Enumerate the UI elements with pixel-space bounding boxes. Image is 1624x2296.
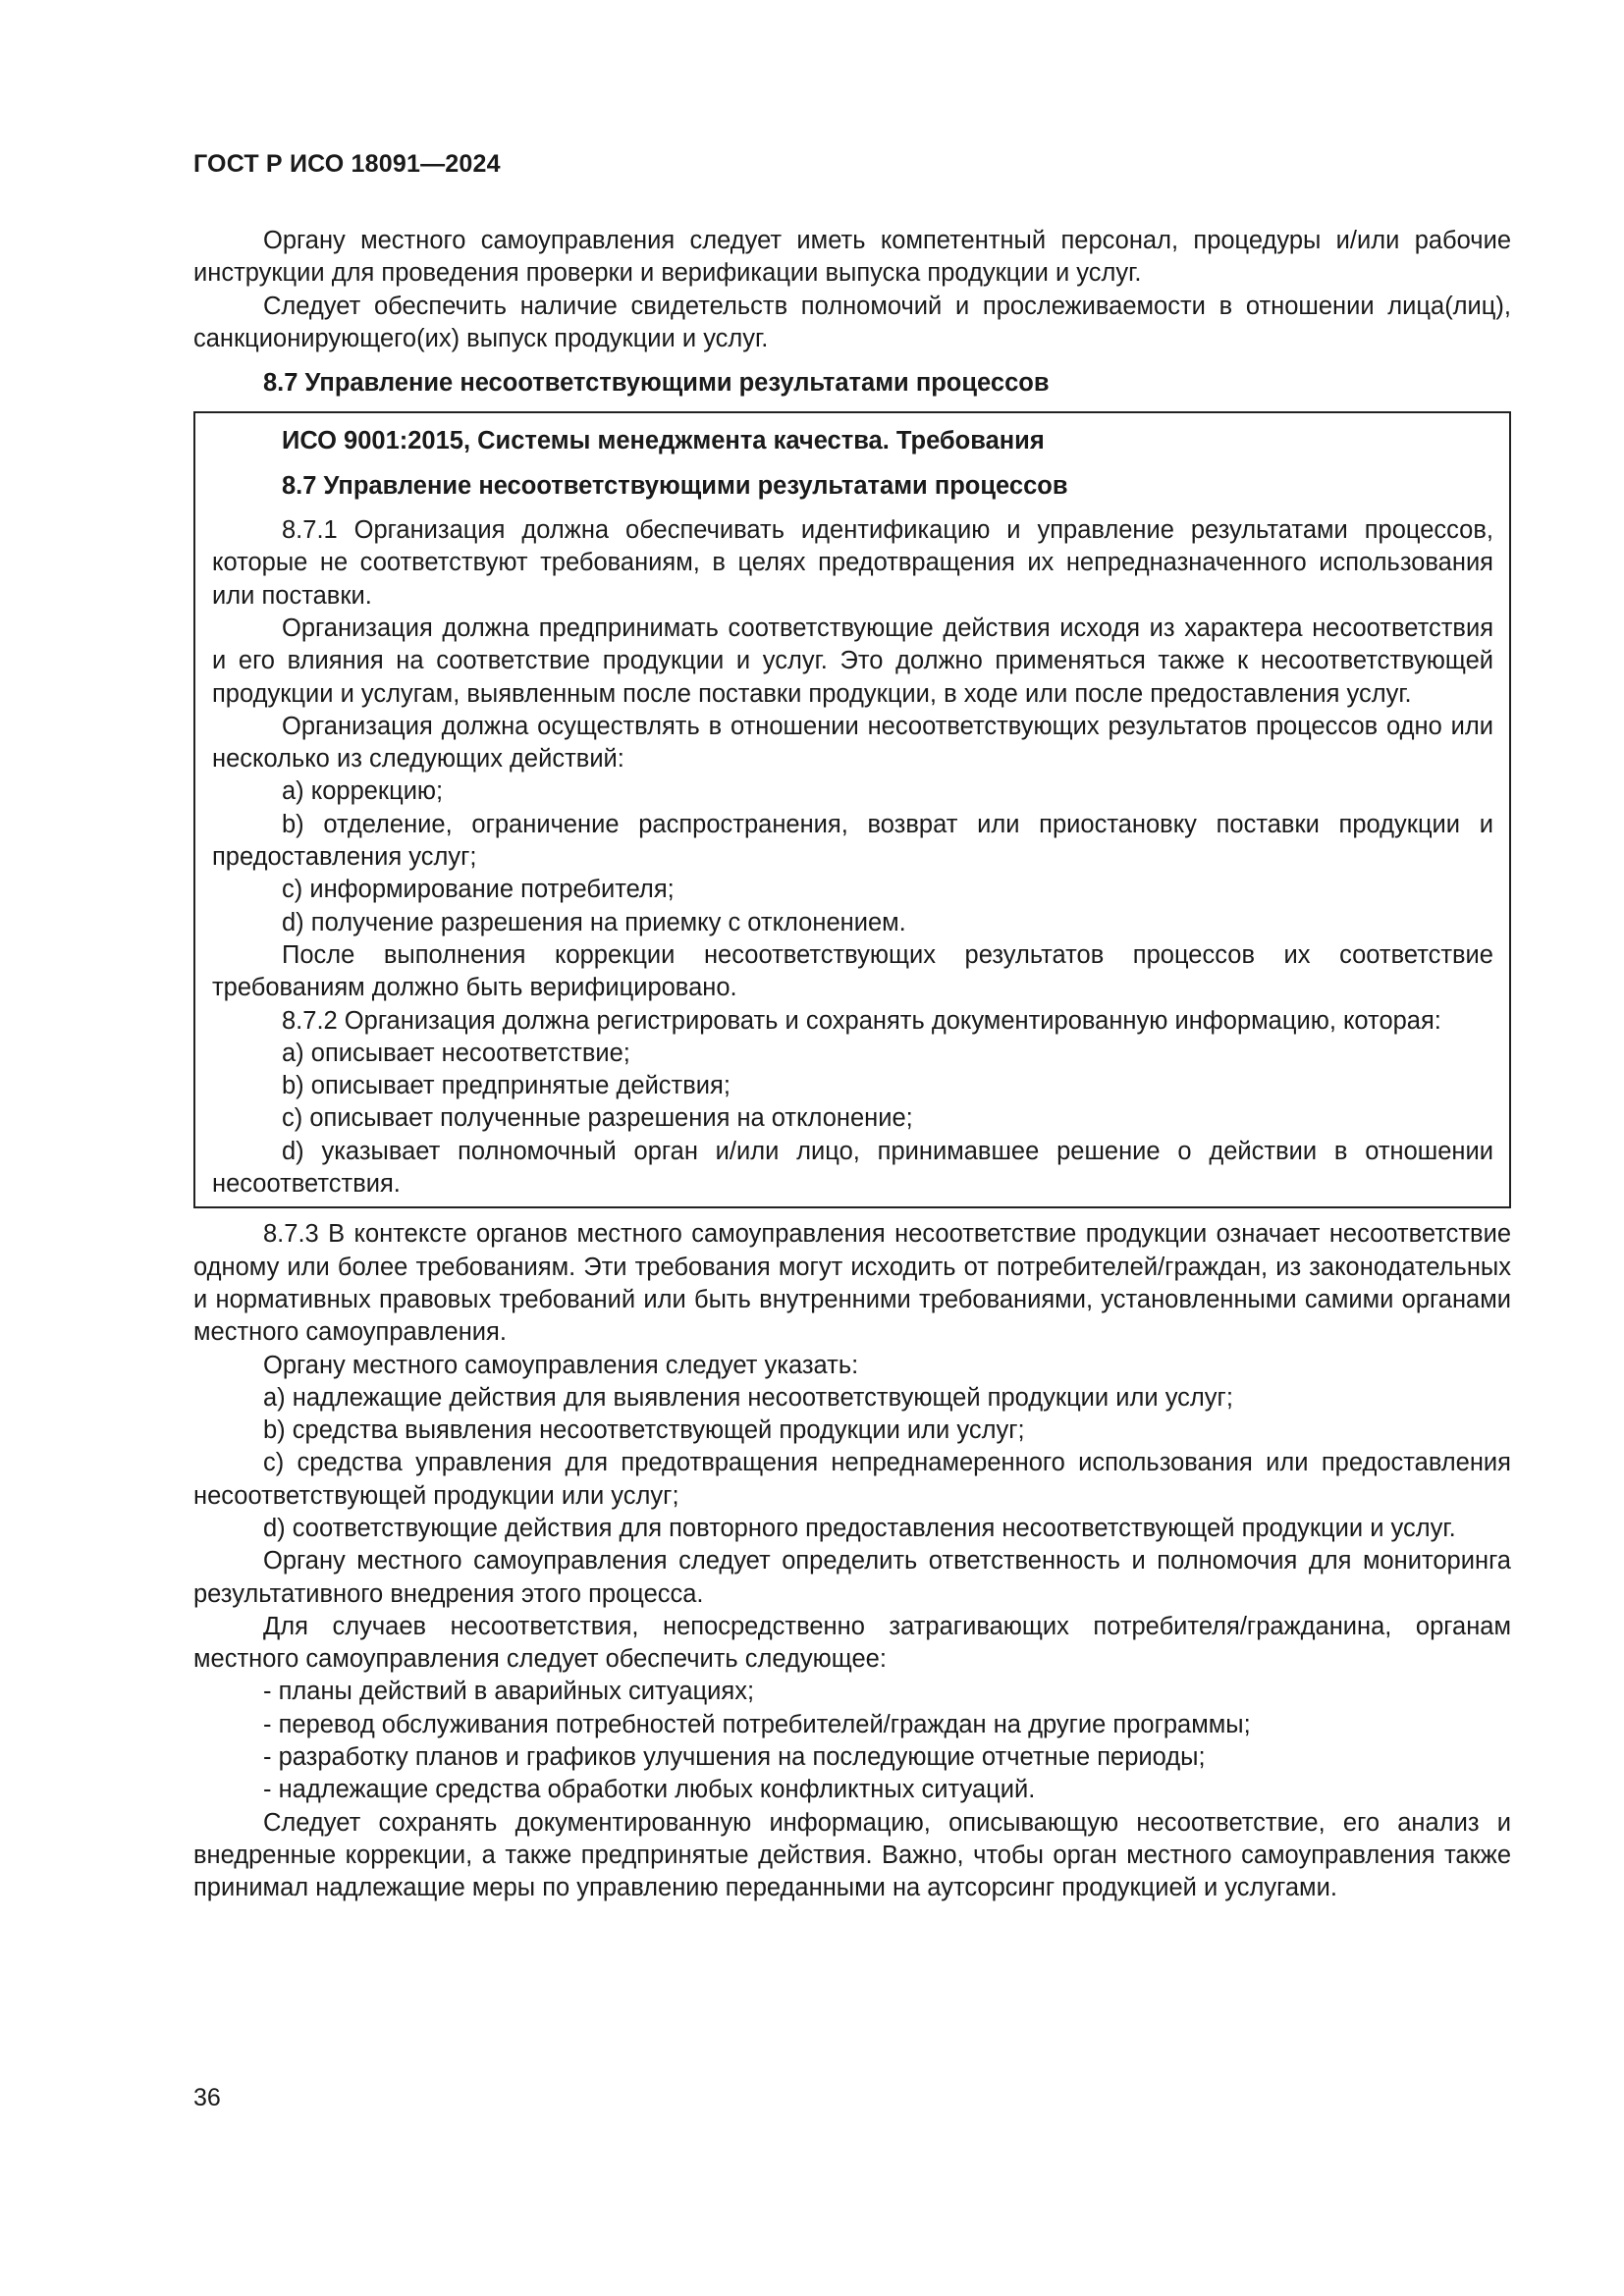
body-paragraph-5: Следует сохранять документированную информацию, описывающую несоответствие, его анализ и внедренные коррекции, а также предпринятые действия. Важно, чтобы орган местного самоуправления также принимал надлежащие меры по управлению переданными на аутсорсинг продукцией и услугами.: [193, 1808, 1511, 1902]
section-heading: 8.7 Управление несоответствующими результатами процессов: [263, 369, 1050, 398]
quote-list-item: b) описывает предпринятые действия;: [282, 1072, 731, 1100]
page-content: [193, 225, 1511, 1905]
page-number: 36: [193, 2084, 221, 2111]
dash-list-item: - разработку планов и графиков улучшения на последующие отчетные периоды;: [263, 1743, 1206, 1772]
quote-box-title: ИСО 9001:2015, Системы менеджмента качества. Требования: [282, 427, 1045, 455]
dash-list-item: - перевод обслуживания потребностей потребителей/граждан на другие программы;: [263, 1710, 1251, 1738]
body-list-item: c) средства управления для предотвращения непреднамеренного использования или предоставления несоответствующей продукции или услуг;: [193, 1449, 1511, 1510]
dash-list-item: - планы действий в аварийных ситуациях;: [263, 1678, 755, 1706]
dash-list-item: - надлежащие средства обработки любых конфликтных ситуаций.: [263, 1776, 1036, 1804]
quote-paragraph-3: Организация должна осуществлять в отношении несоответствующих результатов процессов одно или несколько из следующих действий:: [212, 712, 1493, 774]
intro-paragraph-2: Следует обеспечить наличие свидетельств полномочий и прослеживаемости в отношении лица(лиц), санкционирующего(их) выпуск продукции и услуг.: [193, 292, 1511, 352]
body-list-item: a) надлежащие действия для выявления несоответствующей продукции или услуг;: [263, 1383, 1233, 1412]
body-list-item: d) соответствующие действия для повторного предоставления несоответствующей продукции и услуг.: [263, 1514, 1456, 1542]
quote-paragraph-4: После выполнения коррекции несоответствующих результатов процессов их соответствие требованиям должно быть верифицировано.: [212, 940, 1493, 1002]
quote-list-item: d) указывает полномочный орган и/или лицо, принимавшее решение о действии в отношении несоответствия.: [212, 1137, 1493, 1199]
quote-list-item: c) информирование потребителя;: [282, 876, 675, 904]
quote-list-item: b) отделение, ограничение распространения, возврат или приостановку поставки продукции и предоставления услуг;: [212, 810, 1493, 872]
iso-quote-box: [193, 411, 1511, 1208]
quote-list-item: c) описывает полученные разрешения на отклонение;: [282, 1104, 913, 1133]
intro-paragraph-1: Органу местного самоуправления следует иметь компетентный персонал, процедуры и/или рабочие инструкции для проведения проверки и верификации выпуска продукции и услуг.: [193, 227, 1511, 288]
body-paragraph-2: Органу местного самоуправления следует указать:: [263, 1351, 859, 1379]
quote-paragraph-2: Организация должна предпринимать соответствующие действия исходя из характера несоответствия и его влияния на соответствие продукции и услуг. Это должно применяться также к несоответствующей продукции и услугам, выявленным после поставки продукции, в ходе или после предоставления услуг.: [212, 614, 1493, 708]
body-paragraph-1: 8.7.3 В контексте органов местного самоуправления несоответствие продукции означает несоответствие одному или более требованиям. Эти требования могут исходить от потребителей/граждан, из законодательных и нормативных правовых требований или быть внутренними требованиями, установленными самими органами местного самоуправления.: [193, 1220, 1511, 1347]
quote-list-item: a) описывает несоответствие;: [282, 1039, 630, 1067]
body-list-item: b) средства выявления несоответствующей продукции или услуг;: [263, 1416, 1025, 1445]
document-code-header: ГОСТ Р ИСО 18091—2024: [193, 150, 501, 178]
quote-list-item: d) получение разрешения на приемку с отклонением.: [282, 908, 906, 936]
body-paragraph-3: Органу местного самоуправления следует определить ответственность и полномочия для мониторинга результативного внедрения этого процесса.: [193, 1547, 1511, 1608]
quote-box-heading: 8.7 Управление несоответствующими результатами процессов: [282, 471, 1068, 500]
body-paragraph-4: Для случаев несоответствия, непосредственно затрагивающих потребителя/гражданина, органам местного самоуправления следует обеспечить следующее:: [193, 1612, 1511, 1674]
quote-list-item: a) коррекцию;: [282, 777, 444, 806]
quote-paragraph-5: 8.7.2 Организация должна регистрировать и сохранять документированную информацию, которая:: [282, 1006, 1441, 1035]
quote-paragraph-1: 8.7.1 Организация должна обеспечивать идентификацию и управление результатами процессов, которые не соответствуют требованиям, в целях предотвращения их непредназначенного использования или поставки.: [212, 516, 1493, 610]
